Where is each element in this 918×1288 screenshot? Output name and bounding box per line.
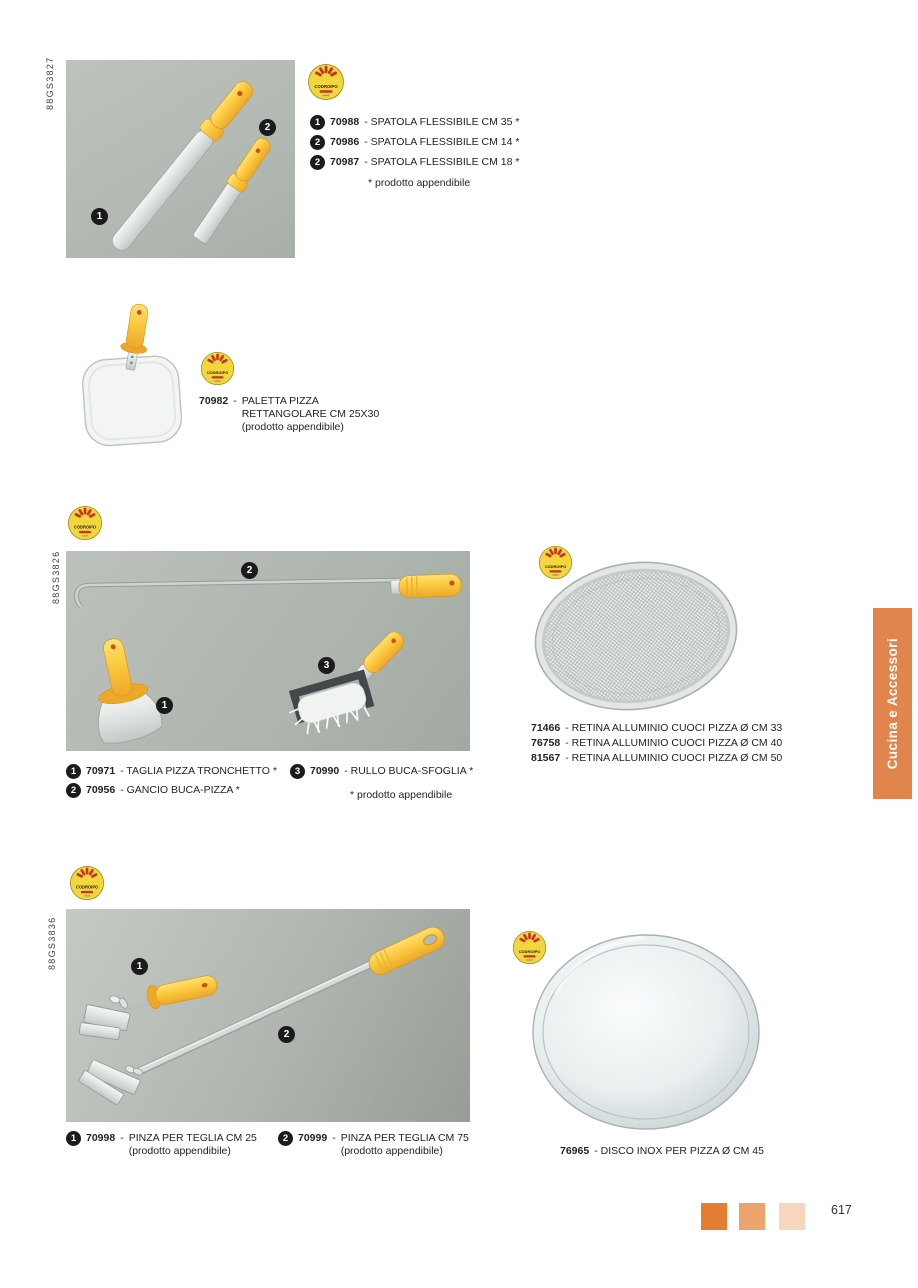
photo-item-badge: 1 — [131, 958, 148, 975]
product-row — [278, 1132, 469, 1158]
spatole-illustration — [66, 60, 295, 258]
product-description: - GANCIO BUCA-PIZZA * — [120, 784, 240, 796]
category-tab — [873, 608, 912, 799]
color-swatch-light — [779, 1203, 805, 1230]
category-tab-label: Cucina e Accessori — [885, 637, 900, 770]
product-row — [560, 1145, 764, 1158]
product-code: 70982 — [199, 395, 229, 407]
photo-catalog-code: 88GS3827 — [45, 56, 55, 110]
separator: - — [233, 395, 237, 407]
color-swatch-mid — [739, 1203, 765, 1230]
product-row — [199, 395, 379, 434]
item-number-badge: 2 — [278, 1131, 293, 1146]
product-row — [310, 136, 519, 150]
photo-item-badge: 2 — [278, 1026, 295, 1043]
product-photo-spatole — [66, 60, 295, 258]
product-row — [310, 156, 519, 170]
item-number-badge: 1 — [66, 764, 81, 779]
product-row — [531, 722, 782, 735]
pinze-illustration — [66, 909, 470, 1122]
product-code: 70971 — [86, 765, 116, 777]
product-code: 70956 — [86, 784, 116, 796]
product-description: (prodotto appendibile) — [340, 1145, 443, 1158]
product-description: - RULLO BUCA-SFOGLIA * — [344, 765, 474, 777]
item-number-badge: 2 — [310, 155, 325, 170]
attrezzi-illustration — [66, 551, 470, 751]
product-row — [66, 784, 240, 798]
product-description: PINZA PER TEGLIA CM 75 — [340, 1132, 469, 1144]
separator: - — [332, 1132, 336, 1144]
item-number-badge: 3 — [290, 764, 305, 779]
product-row — [531, 737, 782, 750]
product-photo-attrezzi — [66, 551, 470, 751]
retina-illustration — [528, 556, 744, 716]
color-swatch-dark — [701, 1203, 727, 1230]
product-description: - SPATOLA FLESSIBILE CM 14 * — [364, 136, 520, 148]
disco-illustration — [528, 932, 764, 1137]
product-description: PINZA PER TEGLIA CM 25 — [128, 1132, 257, 1144]
product-description: - TAGLIA PIZZA TRONCHETTO * — [120, 765, 277, 777]
product-description: PALETTA PIZZA — [241, 395, 319, 407]
hangable-product-footnote: * prodotto appendibile — [368, 177, 471, 189]
item-number-badge: 2 — [310, 135, 325, 150]
product-row — [310, 116, 519, 130]
product-description: - RETINA ALLUMINIO CUOCI PIZZA Ø CM 40 — [565, 737, 783, 749]
product-code: 70999 — [298, 1132, 328, 1144]
photo-item-badge: 3 — [318, 657, 335, 674]
photo-catalog-code: 88GS3826 — [51, 550, 61, 604]
product-code: 71466 — [531, 722, 561, 734]
page-number: 617 — [831, 1203, 852, 1217]
product-description: RETTANGOLARE CM 25X30 — [241, 408, 380, 421]
product-code: 70987 — [330, 156, 360, 168]
paletta-illustration — [70, 300, 195, 452]
product-description: - RETINA ALLUMINIO CUOCI PIZZA Ø CM 50 — [565, 752, 783, 764]
product-code: 70988 — [330, 116, 360, 128]
photo-item-badge: 1 — [91, 208, 108, 225]
item-number-badge: 1 — [66, 1131, 81, 1146]
codroipo-logo — [199, 349, 236, 390]
product-code: 70990 — [310, 765, 340, 777]
product-description: (prodotto appendibile) — [128, 1145, 231, 1158]
product-description: - SPATOLA FLESSIBILE CM 35 * — [364, 116, 520, 128]
item-number-badge: 2 — [66, 783, 81, 798]
product-code: 70986 — [330, 136, 360, 148]
separator: - — [120, 1132, 124, 1144]
photo-item-badge: 2 — [259, 119, 276, 136]
product-code: 76965 — [560, 1145, 590, 1157]
product-row — [290, 765, 473, 779]
photo-item-badge: 2 — [241, 562, 258, 579]
codroipo-logo — [68, 863, 106, 905]
codroipo-logo — [66, 503, 104, 545]
photo-item-badge: 1 — [156, 697, 173, 714]
product-code: 70998 — [86, 1132, 116, 1144]
codroipo-logo — [306, 61, 346, 105]
product-row — [66, 765, 277, 779]
item-number-badge: 1 — [310, 115, 325, 130]
hangable-product-footnote: * prodotto appendibile — [350, 789, 453, 801]
product-code: 81567 — [531, 752, 561, 764]
product-code: 76758 — [531, 737, 561, 749]
product-row — [531, 752, 782, 765]
product-row — [66, 1132, 257, 1158]
product-description: - DISCO INOX PER PIZZA Ø CM 45 — [594, 1145, 764, 1157]
photo-catalog-code: 88GS3836 — [47, 916, 57, 970]
product-photo-pinze — [66, 909, 470, 1122]
product-description: - RETINA ALLUMINIO CUOCI PIZZA Ø CM 33 — [565, 722, 783, 734]
product-description: (prodotto appendibile) — [241, 421, 344, 434]
product-description: - SPATOLA FLESSIBILE CM 18 * — [364, 156, 520, 168]
